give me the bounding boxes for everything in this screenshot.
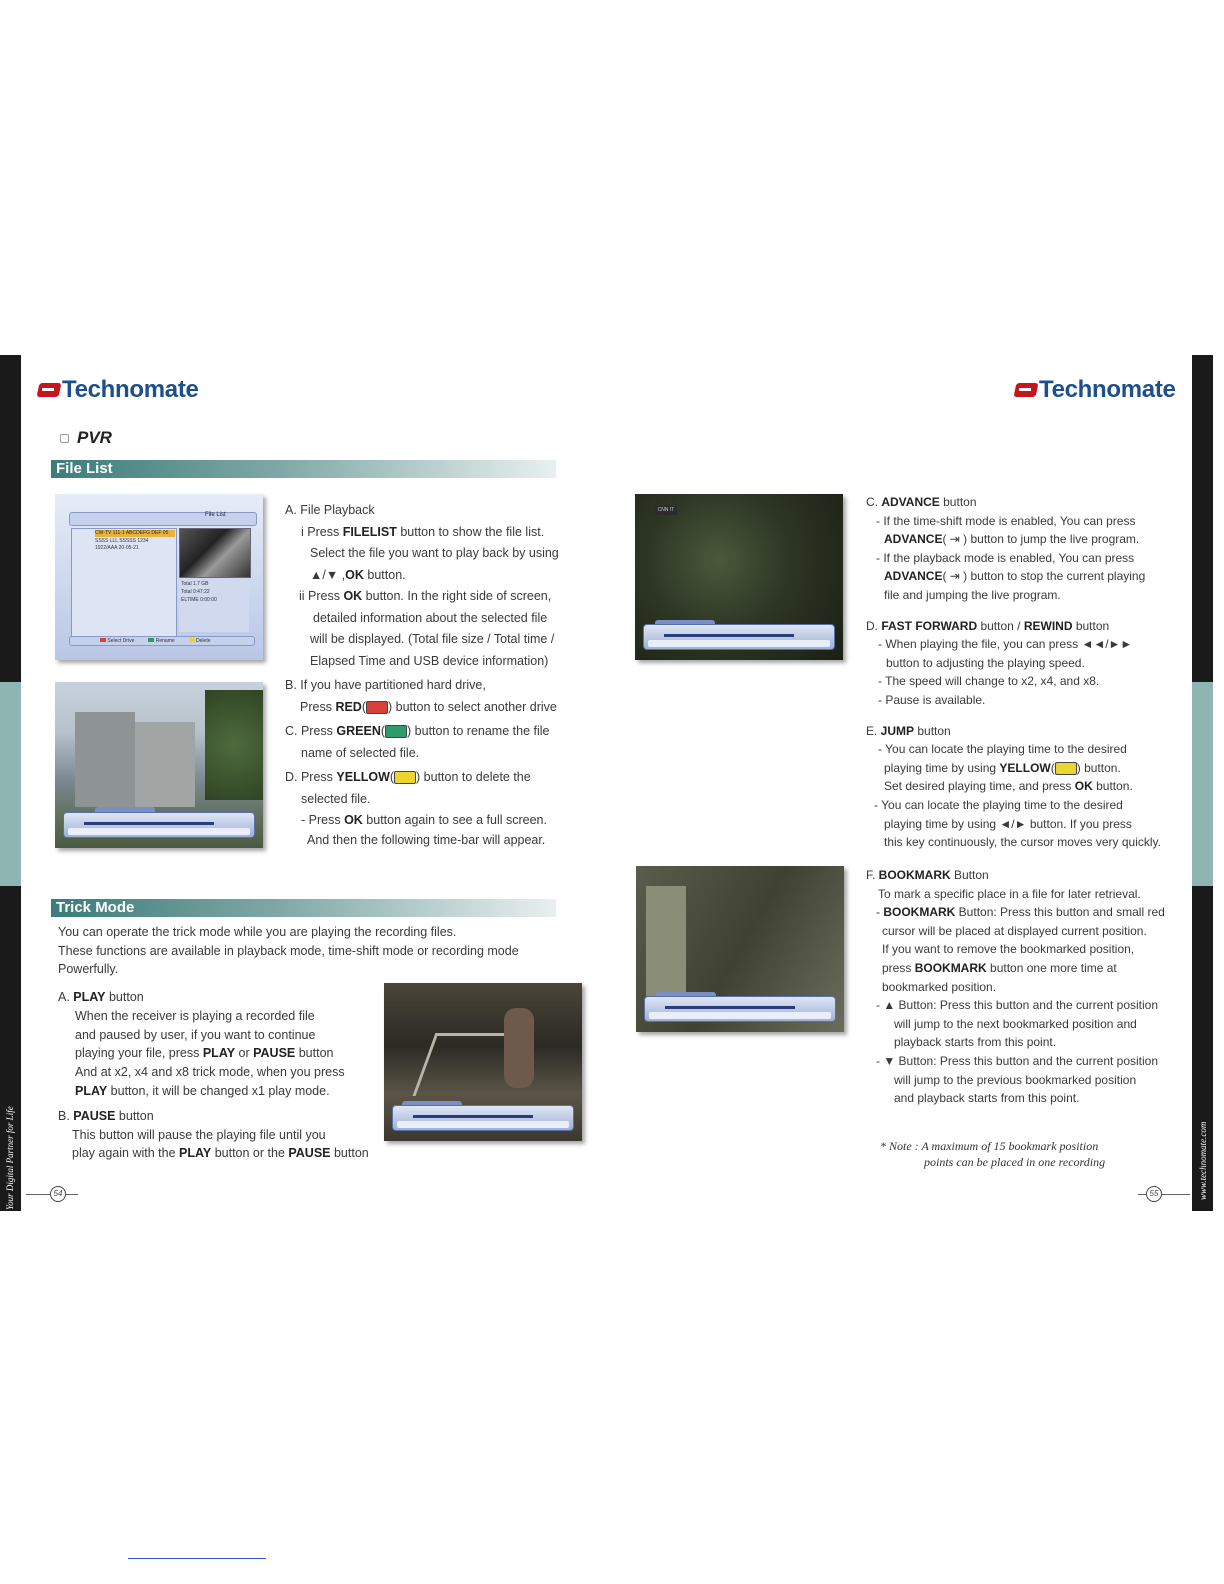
file-list-screenshot bbox=[55, 494, 263, 660]
right-side-text: www.technomate.com bbox=[1198, 1121, 1208, 1200]
file-info-time: Total 0:47:22 bbox=[181, 589, 210, 595]
trick-mode-intro: You can operate the trick mode while you are playing the recording files. These functions are available in playback mode, time-shift mode or recording mode Powerfully. bbox=[58, 925, 519, 976]
play-button-description: A. PLAY button When the receiver is playing a recorded file and paused by user, if you want to continue playing your file, press PLAY or PAUSE button And at x2, x4 and x8 trick mode, when you press PLAY button, it will be changed x1 play mode. B. PAUSE button This button will pause the playing file until you play again with the PLAY button or the PAUSE button bbox=[58, 990, 369, 1161]
bottom-underline bbox=[128, 1558, 266, 1559]
advance-screenshot bbox=[635, 494, 843, 660]
brand-logo-right bbox=[1015, 376, 1176, 404]
brand-mark-icon bbox=[1015, 381, 1037, 399]
file-info-size: Total 1.7 GB bbox=[181, 581, 209, 587]
trick-mode-screenshot bbox=[384, 983, 582, 1141]
step-a-title: A. File Playback bbox=[285, 503, 375, 517]
left-side-text: Your Digital Partner for Life bbox=[5, 1106, 15, 1210]
page-number-right: 55 bbox=[1138, 1186, 1190, 1202]
file-list-item[interactable]: 1922/AAA 20-05-21 bbox=[95, 545, 139, 551]
rename-hint: Rename bbox=[148, 638, 174, 644]
file-preview-thumbnail bbox=[179, 528, 251, 578]
delete-hint: Delete bbox=[189, 638, 211, 644]
yellow-button-icon bbox=[1055, 762, 1077, 775]
red-button-icon bbox=[366, 701, 388, 714]
brand-name: Technomate bbox=[62, 376, 199, 403]
channel-badge: CNN IT bbox=[655, 506, 677, 515]
file-list-selected-item[interactable]: CW-TV 111-1 ABCDEFG DEF 05 bbox=[95, 530, 175, 537]
section-title-trick-mode: Trick Mode bbox=[51, 899, 556, 917]
file-list-item[interactable]: SSSS LLL SSSSS 1234 bbox=[95, 538, 149, 544]
select-drive-hint: Select Drive bbox=[100, 638, 134, 644]
advance-ff-jump-instructions: C. ADVANCE button - If the time-shift mode is enabled, You can press ADVANCE( ⇥ ) button to jump the live program. - If the playback mode is enabled, You can press ADVANCE( ⇥ ) button to stop the current playing file and jumping the live program. D. FAST FORWARD button / REWIND button - When playing the file, you can press ◄◄/►► button to adjusting the playing speed. - The speed will change to x2, x4, and x8. - Pause is available. E. JUMP button - You can locate the playing time to the desired playing time by using YELLOW( ) button. Set desired playing time, and press OK button. - You can locate the playing time to the desired playing time by using ◄/► button. If you press this key continuously, the cursor moves very quickly. bbox=[866, 495, 1161, 850]
yellow-button-icon bbox=[394, 771, 416, 784]
file-list-screen-title: File List bbox=[205, 512, 226, 518]
brand-logo-left bbox=[38, 376, 199, 404]
brand-name: Technomate bbox=[1039, 376, 1176, 403]
brand-mark-icon bbox=[38, 381, 60, 399]
bookmark-note: * Note : A maximum of 15 bookmark position points can be placed in one recording bbox=[880, 1139, 1106, 1169]
file-playback-instructions: A. File Playback i Press FILELIST button to show the file list. Select the file you want to play back by using ▲/▼ ,OK button. ii Press OK button. In the right side of screen, detailed information about the selected file will be displayed. (Total file size / Total time / Elapsed Time and USB device information) B. If you have partitioned hard drive, Press RED( ) button to select another drive C. Press GREEN( ) button to rename the file name of selected file. D. Press YELLOW( ) button to delete the selected file. - Press OK button again to see a full screen. And then the following time-bar will appear. bbox=[285, 500, 605, 848]
square-bullet-icon bbox=[60, 434, 69, 443]
file-info-elapsed: ELTIME 0:00:00 bbox=[181, 597, 217, 603]
section-title-file-list: File List bbox=[51, 460, 556, 478]
right-side-teal-band bbox=[1192, 682, 1213, 886]
bookmark-screenshot bbox=[636, 866, 844, 1032]
page-number-left: 54 bbox=[26, 1186, 78, 1202]
pvr-label: PVR bbox=[77, 428, 112, 447]
pvr-heading bbox=[60, 428, 112, 448]
playback-building-screenshot bbox=[55, 682, 263, 848]
green-button-icon bbox=[385, 725, 407, 738]
left-side-teal-band bbox=[0, 682, 21, 886]
bookmark-instructions: F. BOOKMARK Button To mark a specific place in a file for later retrieval. - BOOKMARK Button: Press this button and small red cursor will be placed at displayed current position. If you want to remove the bookmarked position, press BOOKMARK button one more time at bookmarked position. - ▲ Button: Press this button and the current position will jump to the next bookmarked position and playback starts from this point. - ▼ Button: Press this button and the current position will jump to the previous bookmarked position and playback starts from this point. bbox=[866, 868, 1165, 1106]
